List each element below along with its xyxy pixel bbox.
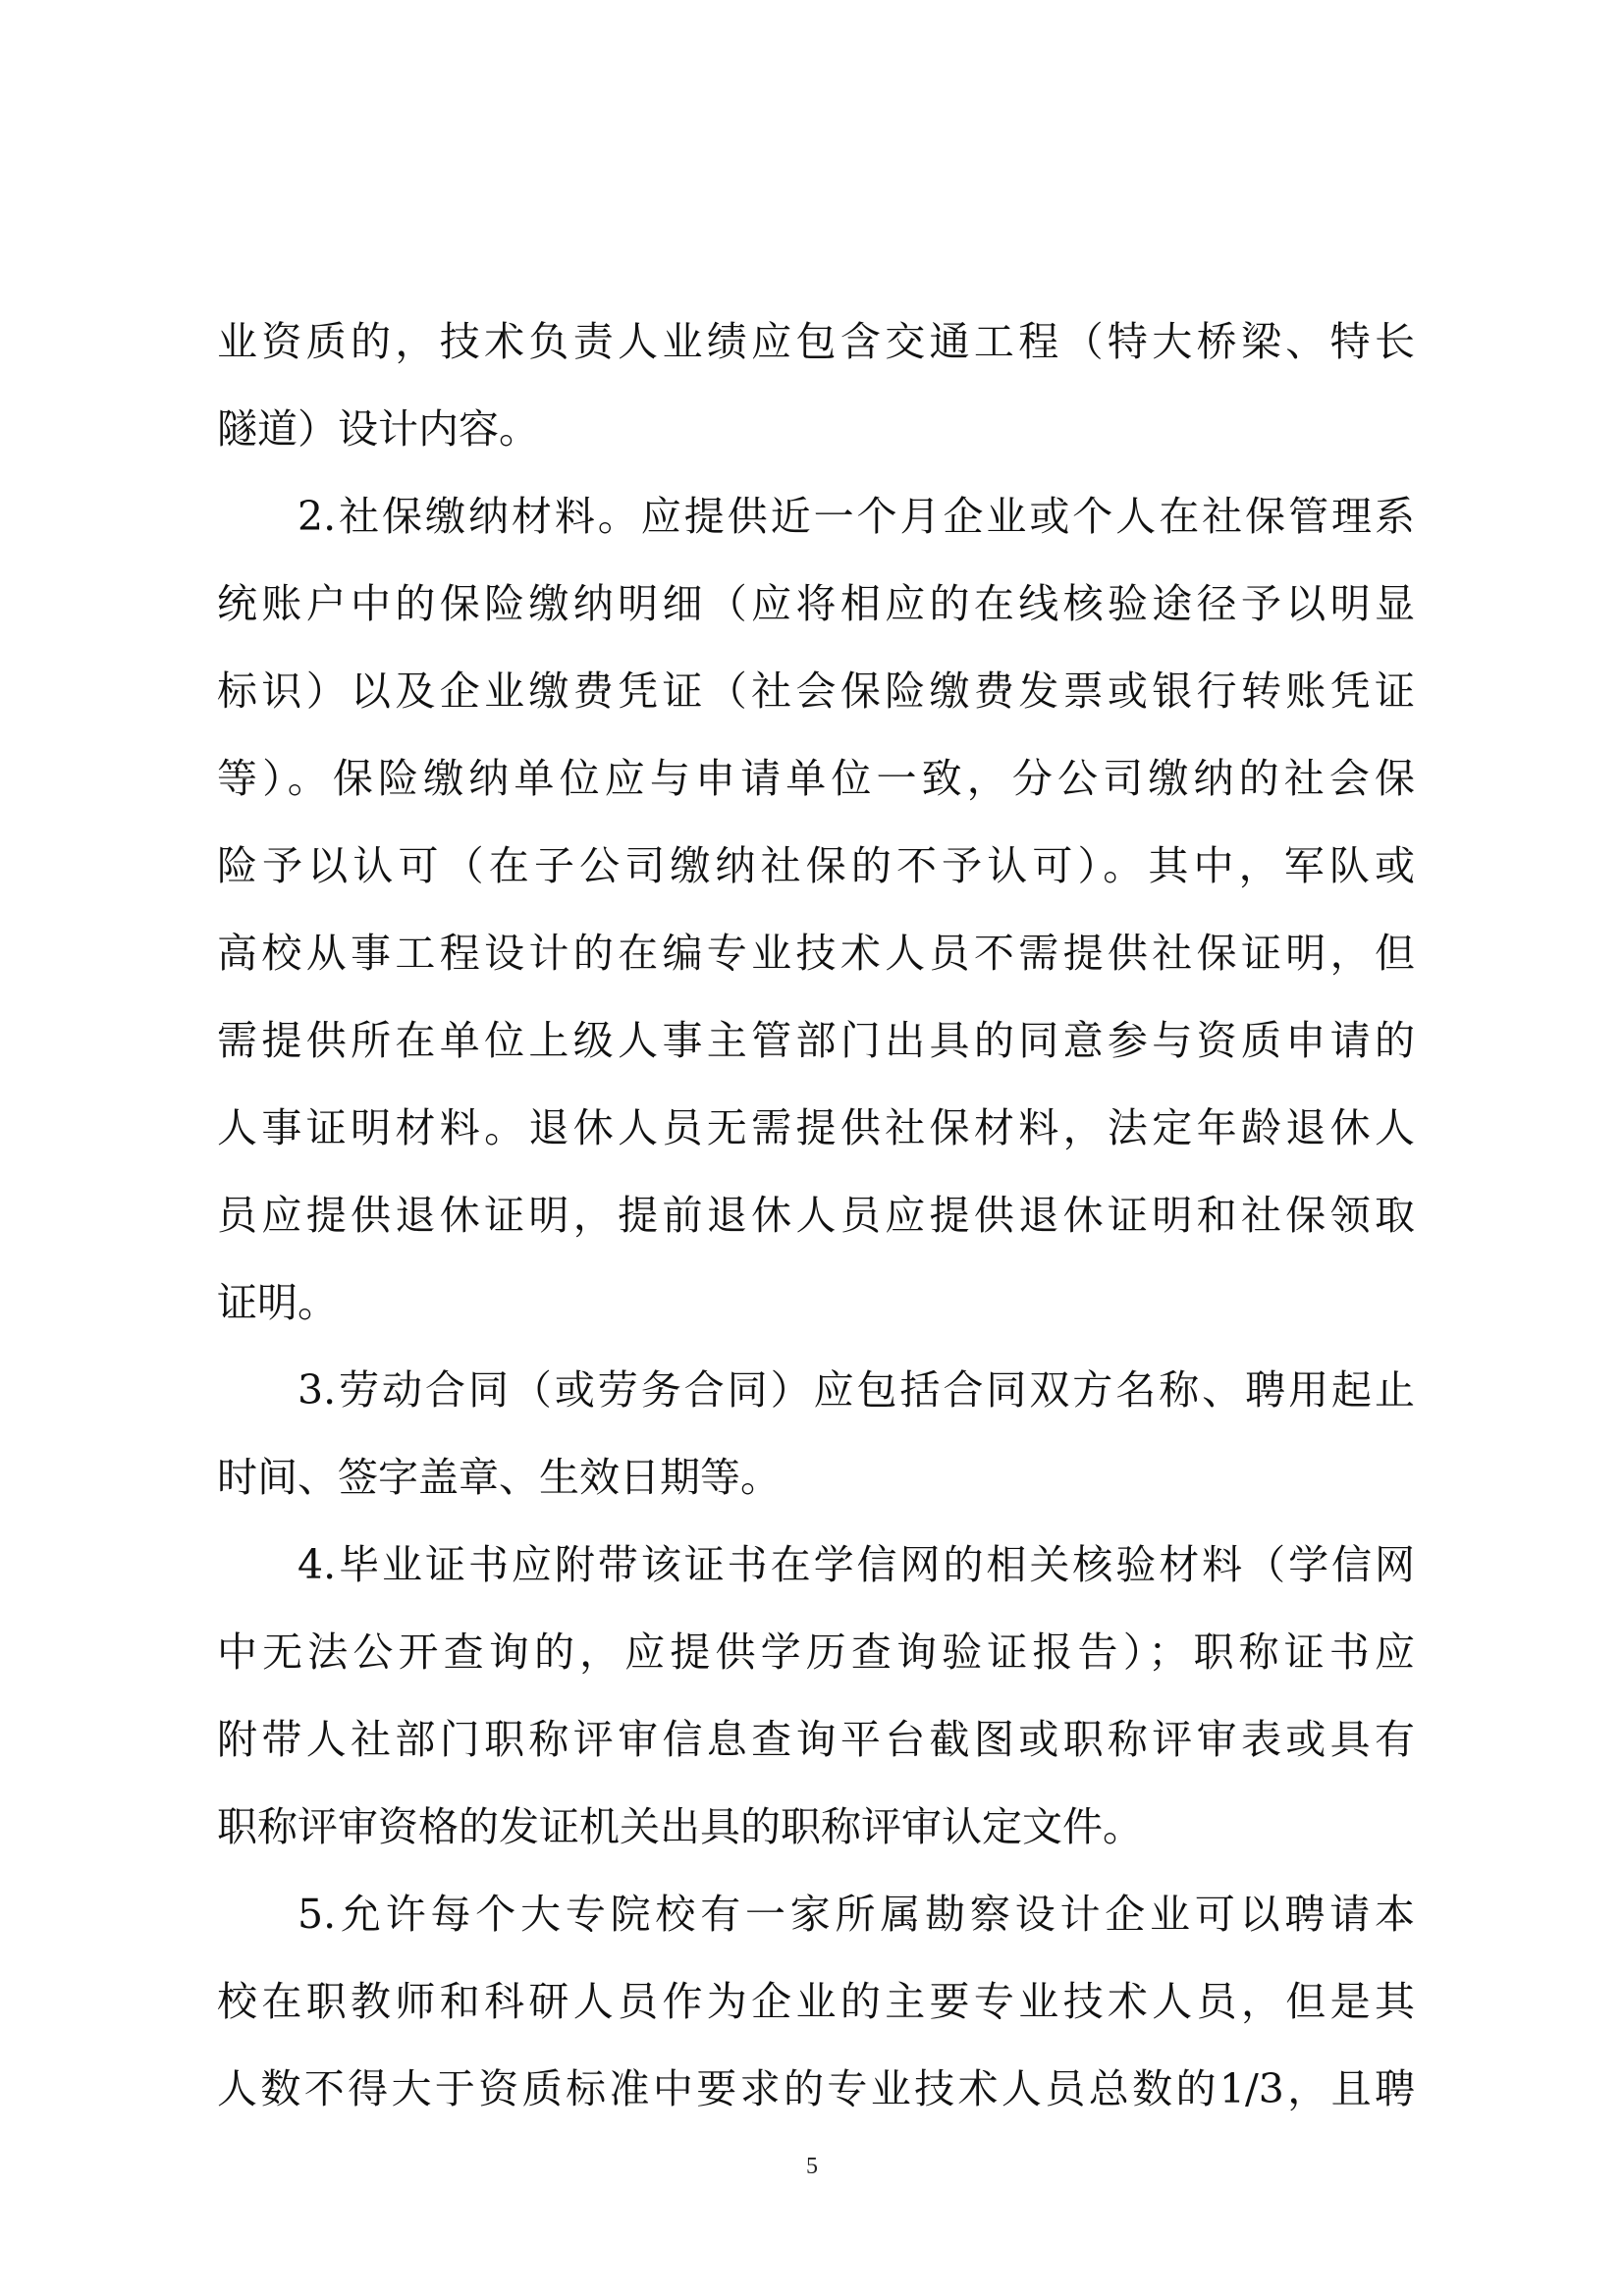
text-line: 5.允许每个大专院校有一家所属勘察设计企业可以聘请本: [298, 1891, 1415, 1938]
text-line: 中无法公开查询的，应提供学历查询验证报告）；职称证书应: [217, 1629, 1415, 1676]
text-line: 标识）以及企业缴费凭证（社会保险缴费发票或银行转账凭证: [217, 667, 1415, 715]
text-line: 人事证明材料。退休人员无需提供社保材料，法定年龄退休人: [217, 1104, 1415, 1151]
text-line: 高校从事工程设计的在编专业技术人员不需提供社保证明，但: [217, 930, 1415, 977]
text-line: 员应提供退休证明，提前退休人员应提供退休证明和社保领取: [217, 1192, 1415, 1239]
text-line: 附带人社部门职称评审信息查询平台截图或职称评审表或具有: [217, 1716, 1415, 1763]
text-line: 统账户中的保险缴纳明细（应将相应的在线核验途径予以明显: [217, 580, 1415, 627]
text-line: 隧道）设计内容。: [217, 405, 539, 453]
text-line: 职称评审资格的发证机关出具的职称评审认定文件。: [217, 1803, 1143, 1850]
text-line: 2.社保缴纳材料。应提供近一个月企业或个人在社保管理系: [298, 493, 1415, 540]
text-line: 人数不得大于资质标准中要求的专业技术人员总数的1/3，且聘: [217, 2065, 1415, 2112]
text-line: 需提供所在单位上级人事主管部门出具的同意参与资质申请的: [217, 1017, 1415, 1064]
text-line: 4.毕业证书应附带该证书在学信网的相关核验材料（学信网: [298, 1541, 1415, 1588]
text-line: 业资质的，技术负责人业绩应包含交通工程（特大桥梁、特长: [217, 318, 1415, 365]
page-number: 5: [806, 2154, 818, 2179]
text-line: 3.劳动合同（或劳务合同）应包括合同双方名称、聘用起止: [298, 1366, 1415, 1414]
document-body: [217, 298, 1415, 2133]
text-line: 等）。保险缴纳单位应与申请单位一致，分公司缴纳的社会保: [217, 755, 1415, 802]
text-line: 险予以认可（在子公司缴纳社保的不予认可）。其中，军队或: [217, 842, 1415, 889]
text-line: 证明。: [217, 1279, 338, 1326]
text-line: 时间、签字盖章、生效日期等。: [217, 1454, 781, 1501]
text-line: 校在职教师和科研人员作为企业的主要专业技术人员，但是其: [217, 1978, 1415, 2025]
